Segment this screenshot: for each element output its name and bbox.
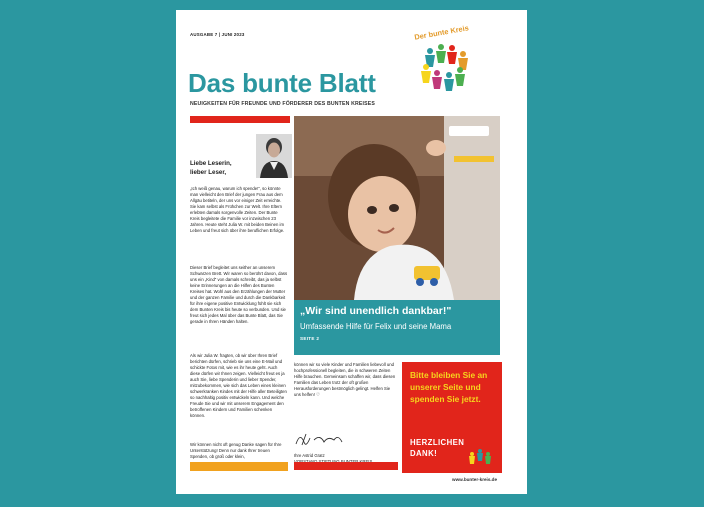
child-photo-illustration (294, 116, 500, 300)
newsletter-subtitle: NEUIGKEITEN FÜR FREUNDE UND FÖRDERER DES BUNTEN KREISES (190, 101, 375, 107)
letter-greeting: Liebe Leserin, lieber Leser, (190, 160, 232, 176)
issue-label: AUSGABE 7 | JUNI 2023 (190, 32, 245, 37)
feature-page-ref: SEITE 2 (300, 336, 320, 341)
feature-subtitle: Umfassende Hilfe für Felix und seine Mama (300, 322, 452, 331)
logo-figures (421, 44, 468, 91)
signature-image (294, 430, 354, 450)
feature-quote: „Wir sind unendlich dankbar!" (300, 305, 452, 317)
donation-cta-text: Bitte bleiben Sie an unserer Seite und spenden Sie jetzt. (410, 370, 488, 405)
signer-name: Ihre Astrid Gratz (294, 453, 325, 458)
letter-paragraph-3: Als wir Julia W. fragten, ob wir über Ihren Brief berichten dürfen, schrieb sie uns eine E-Mail und schickte Fotos mit, wie es ihr heute geht. Auch diese dürfen wir Ihnen zeigen. Vielleicht freut es ja auch Sie, liebe Spenderin und lieber Spender, mitzubekommen, wie sich das Leben eines kleinen schwerkranken Kindes mit der Hilfe aller Beteiligten so nachhaltig positiv entwickeln kann. Und welche Freude Sie und wir mit unserem Engagement den betroffenen Kindern und Familien schenken können. (190, 353, 287, 418)
letter-paragraph-4: Wir können nicht oft genug Danke sagen für Ihre Unterstützung! Denn nur dank Ihrer treuen Spenden, ob groß oder klein, (190, 442, 282, 459)
accent-bar-orange (190, 462, 288, 471)
mini-logo-figures (466, 446, 496, 468)
thanks-line-2: DANK! (410, 449, 438, 458)
donation-cta-box[interactable] (402, 362, 502, 473)
feature-teaser[interactable] (294, 300, 500, 355)
newsletter-page (176, 10, 527, 494)
accent-bar-red (190, 116, 290, 123)
letter-paragraph-2: Dieser Brief begleitet uns seither an unserem Schwarzen Brett. Wir waren so berührt davon, dass uns ein „Kind" von damals schreibt, das ja selbst keine Erinnerungen an die Hilfen des Bunten Kreises hat. Wohl aus den Erzählungen der Mutter und der ganzen Familie und durch die Dankbarkeit für ihre eigene positive Entwicklung fühlt sie sich dem Bunten Kreis bis heute so verbunden. Und sie freut sich jedes Mal über das Bunte Blatt, das Sie gerade in Ihren Händen halten. (190, 265, 288, 324)
accent-bar-red-bottom (294, 462, 398, 470)
website-link[interactable]: www.bunter-kreis.de (452, 477, 498, 482)
thanks-text (410, 437, 464, 459)
author-portrait (256, 134, 292, 178)
thanks-line-1: HERZLICHEN (410, 438, 465, 447)
letter-paragraph-1: „Ich weiß genau, warum ich spende!", so könnte man vielleicht den Brief der jungen Frau aus dem Allgäu betiteln, der uns vor einiger Zeit erreichte. Sie kam selbst als Frühchen zur Welt. Ihre Eltern erlebten damals sorgenvolle Zeiten. Der Bunte Kreis begleitete die Familie vor inzwischen 23 Jahren. Heute steht Julia W. mit beiden Beinen im Leben und freut sich über ihre beruflichen Erfolge. (190, 186, 285, 233)
logo-text: Der bunte Kreis (413, 23, 470, 42)
hero-photo (294, 116, 500, 300)
newsletter-title: Das bunte Blatt (188, 68, 376, 98)
letter-paragraph-5: können wir so viele Kinder und Familien liebevoll und hochprofessionell begleiten, die in schweren Zeiten Hilfe brauchen. Gemeinsam schaffen wir, dass diesen Familien das Leben trotz der oft großen Herausforderungen bestmöglich gelingt. Helfen Sie uns helfen! ♡ (294, 362, 396, 397)
